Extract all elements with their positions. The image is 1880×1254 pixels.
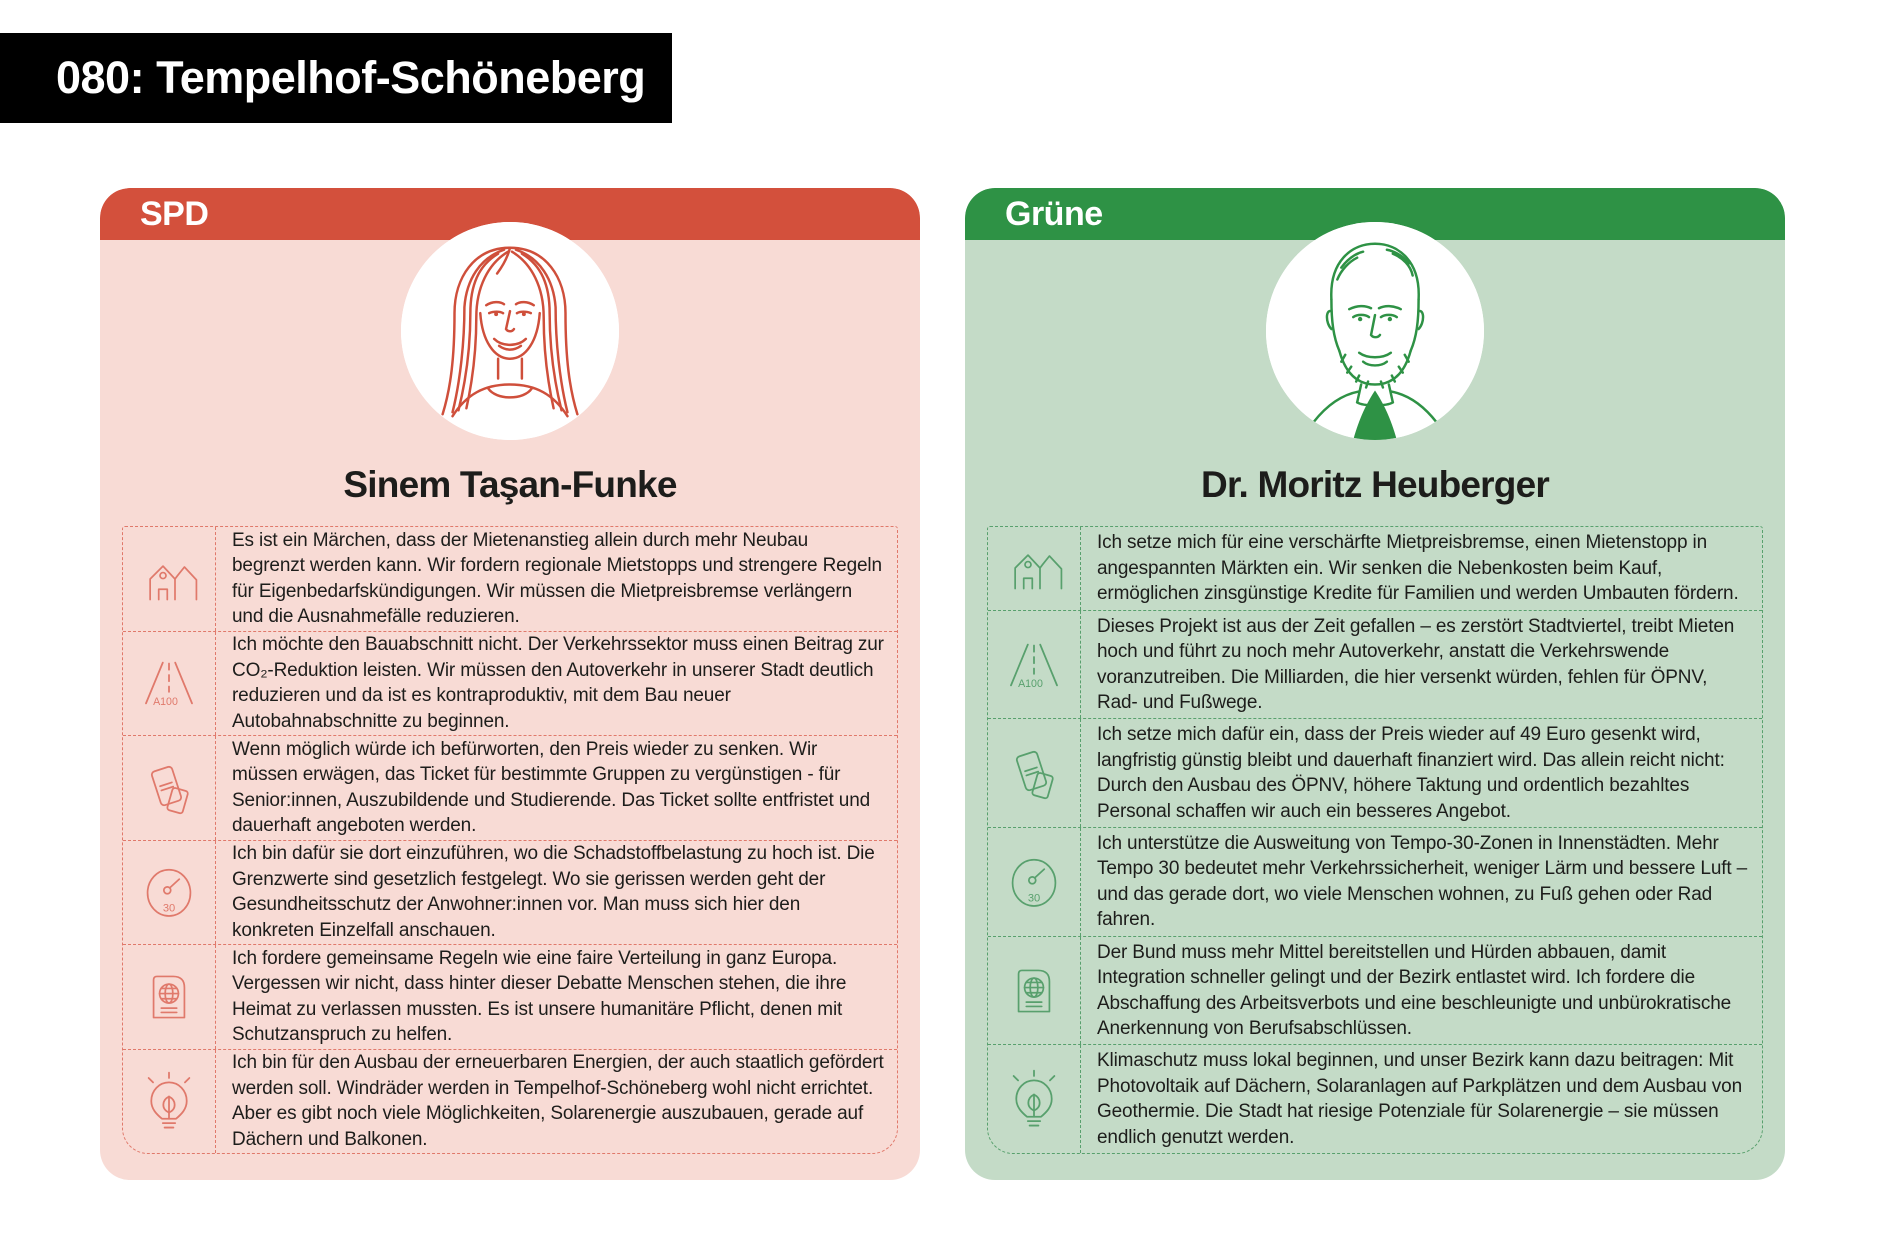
candidate-card-gruene: [965, 188, 1785, 1180]
statement-text: Ich möchte den Bauabschnitt nicht. Der Verkehrssektor muss einen Beitrag zur CO₂-Reduktion leisten. Wir müssen den Autoverkehr in unserer Stadt deutlich reduzieren und da ist es kontraproduktiv, mit dem Bau neuer Autobahnabschnitte zu beginnen.: [232, 634, 884, 732]
passport-icon: [988, 937, 1081, 1045]
tempo-30-icon: [988, 828, 1081, 936]
housing-icon: [123, 527, 216, 631]
highway-a100-icon: [123, 632, 216, 736]
statement-row-housing: [988, 527, 1762, 610]
statement-text: Der Bund muss mehr Mittel bereitstellen und Hürden abbauen, damit Integration schneller gelingt und der Bezirk entlastet wird. Ich fordere die Abschaffung des Arbeitsverbots und eine beschleunigte und unbürokratische Anerkennung von Berufsabschlüssen.: [1097, 941, 1732, 1039]
statement-text: Es ist ein Märchen, dass der Mietenanstieg allein durch mehr Neubau begrenzt werden kann. Wir fordern regionale Mietstopps und strengere Regeln für Eigenbedarfskündigungen. Wir müssen die Mietpreisbremse verlängern und die Ausnahmefälle reduzieren.: [232, 529, 882, 628]
statement-text: Ich bin für den Ausbau der erneuerbaren Energien, der auch staatlich gefördert werden soll. Windräder werden in Tempelhof-Schöneberg wohl nicht errichtet. Aber es gibt noch viele Möglichkeiten, Solarenergie auszubauen, gerade auf Dächern und Balkonen.: [232, 1052, 884, 1150]
statement-row-tempo30: [988, 827, 1762, 936]
statement-text: Klimaschutz muss lokal beginnen, und unser Bezirk kann dazu beitragen: Mit Photovoltaik auf Dächern, Solaranlagen auf Parkplätzen und dem Ausbau von Geothermie. Die Stadt hat riesige Potenziale für Solarenergie – sie müssen endlich genutzt werden.: [1097, 1050, 1742, 1148]
candidate-name: Sinem Taşan-Funke: [343, 464, 677, 505]
party-label: Grüne: [1005, 194, 1103, 233]
portrait-illustration-icon: [1266, 222, 1484, 440]
lightbulb-icon: [988, 1045, 1081, 1153]
statement-row-highway: [123, 631, 897, 736]
tempo-30-icon: [123, 841, 216, 945]
statement-text: Wenn möglich würde ich befürworten, den Preis wieder zu senken. Wir müssen erwägen, das Ticket für bestimmte Gruppen zu vergünstigen - für Senior:innen, Auszubildende und Studierende. Das Ticket sollte entfristet und dauerhaft angeboten werden.: [232, 738, 871, 837]
statement-row-ticket: [123, 735, 897, 840]
statement-text: Ich fordere gemeinsame Regeln wie eine faire Verteilung in ganz Europa. Vergessen wir nicht, dass hinter dieser Debatte Menschen stehen, die ihre Heimat zu verlassen mussten. Es ist unsere humanitäre Pflicht, denen mit Schutzanspruch zu helfen.: [232, 947, 847, 1046]
statement-row-highway: [988, 610, 1762, 719]
statement-table: [122, 526, 898, 1154]
statement-row-ticket: [988, 718, 1762, 827]
statement-table: [987, 526, 1763, 1154]
statement-text: Ich setze mich dafür ein, dass der Preis wieder auf 49 Euro gesenkt wird, langfristig günstig bleibt und dauerhaft finanziert wird. Das allein reicht nicht: Durch den Ausbau des ÖPNV, höhere Taktung und ordentlich bezahltes Personal schaffen wir auch ein besseres Angebot.: [1097, 724, 1725, 822]
candidate-card-spd: [100, 188, 920, 1180]
portrait-illustration-icon: [401, 222, 619, 440]
statement-text: Ich setze mich für eine verschärfte Mietpreisbremse, einen Mietenstopp in angespannten Märkten ein. Wir senken die Nebenkosten beim Kauf, ermöglichen zinsgünstige Kredite für Familien und werden Umbauten fördern.: [1097, 532, 1739, 605]
candidate-name: Dr. Moritz Heuberger: [1201, 464, 1549, 505]
candidate-portrait: [401, 222, 619, 440]
district-title-box: [0, 33, 672, 123]
statement-text: Dieses Projekt ist aus der Zeit gefallen – es zerstört Stadtviertel, treibt Mieten hoch und führt zu noch mehr Autoverkehr, anstatt die Verkehrswende voranzutreiben. Die Milliarden, die hier versenkt würden, fehlen für ÖPNV, Rad- und Fußwege.: [1097, 615, 1735, 714]
district-title: 080: Tempelhof-Schöneberg: [56, 52, 646, 103]
lightbulb-icon: [123, 1050, 216, 1154]
statement-row-tempo30: [123, 840, 897, 945]
highway-a100-icon: [988, 611, 1081, 719]
candidate-portrait: [1266, 222, 1484, 440]
candidate-cards: [100, 188, 1785, 1180]
ticket-icon: [988, 719, 1081, 827]
statement-text: Ich bin dafür sie dort einzuführen, wo die Schadstoffbelastung zu hoch ist. Die Grenzwerte sind gesetzlich festgelegt. Wo sie gerissen werden geht der Gesundheitsschutz der Anwohner:innen vor. Man muss sich hier den konkreten Einzelfall anschauen.: [232, 843, 875, 941]
statement-row-energy: [988, 1044, 1762, 1153]
party-label: SPD: [140, 194, 209, 233]
passport-icon: [123, 945, 216, 1049]
statement-text: Ich unterstütze die Ausweitung von Tempo-30-Zonen in Innenstädten. Mehr Tempo 30 bedeutet mehr Verkehrssicherheit, weniger Lärm und bessere Luft – und das gerade dort, wo viele Menschen wohnen, zu Fuß gehen oder Rad fahren.: [1097, 832, 1748, 931]
housing-icon: [988, 527, 1081, 610]
statement-row-passport: [988, 936, 1762, 1045]
ticket-icon: [123, 736, 216, 840]
statement-row-housing: [123, 527, 897, 631]
statement-row-passport: [123, 944, 897, 1049]
statement-row-energy: [123, 1049, 897, 1154]
